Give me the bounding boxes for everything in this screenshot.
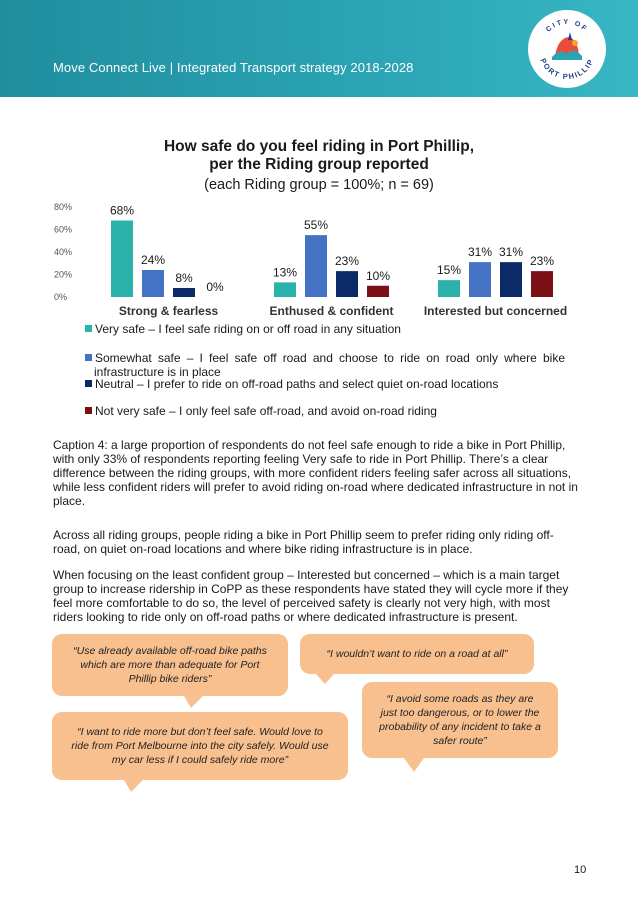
paragraph-least-confident (53, 568, 588, 624)
legend-swatch-neutral (85, 380, 92, 387)
data-label: 68% (109, 203, 135, 218)
paragraph-riding-groups (53, 528, 588, 556)
data-label: 0% (206, 280, 224, 294)
page-header (0, 0, 638, 97)
quote-line: just too dangerous, or to lower the (380, 707, 540, 719)
chart-subtitle: (each Riding group = 100%; n = 69) (204, 177, 434, 193)
bar (111, 221, 133, 298)
quote-bubble-tail (184, 696, 203, 708)
data-label: 23% (334, 254, 360, 269)
caption-paragraph (53, 438, 588, 508)
category-label: Enthused & confident (269, 304, 394, 318)
quote-line: “I avoid some roads as they are (386, 693, 534, 705)
caption-line: place. (53, 494, 86, 508)
quote-line: which are more than adequate for Port (80, 659, 260, 671)
data-label: 15% (436, 263, 462, 278)
paragraph-line: Across all riding groups, people riding a bike in Port Phillip seem to prefer riding only riding off- (53, 528, 554, 542)
paragraph-line: riders looking to ride only on off-road paths or where dedicated infrastructure is present. (53, 610, 518, 624)
data-label: 31% (498, 245, 524, 260)
y-tick-label: 80% (54, 202, 73, 212)
legend-label-neutral: Neutral – I prefer to ride on off-road paths and select quiet on-road locations (95, 377, 499, 391)
y-tick-label: 40% (54, 247, 73, 257)
bar-chart (0, 195, 638, 320)
legend-item-somewhat-safe (85, 351, 565, 365)
quote-bubble-off-road-paths (52, 634, 288, 696)
svg-text:CITY OF (545, 19, 589, 34)
legend-swatch-very-safe (85, 325, 92, 332)
quote-bubble-tail (404, 758, 424, 772)
city-of-port-phillip-logo-icon (528, 10, 606, 88)
quote-line: “I want to ride more but don’t feel safe. Would love to (77, 726, 323, 738)
quote-line: probability of any incident to take a (379, 721, 541, 733)
paragraph-line: When focusing on the least confident group – Interested but concerned – which is a main target (53, 568, 560, 582)
bar (500, 262, 522, 297)
caption-line: while less confident riders will prefer to avoid riding on-road where dedicated infrastructure in not in (53, 480, 578, 494)
quote-line: Phillip bike riders” (128, 673, 212, 685)
legend-label-somewhat-safe-line2: infrastructure is in place (94, 365, 221, 379)
paragraph-line: feel more comfortable to do so, the level of perceived safety is clearly not very high, with most (53, 596, 550, 610)
bar (469, 262, 491, 297)
legend-label-somewhat-safe-line1: Somewhat safe – I feel safe off road and choose to ride on road only where bike (95, 351, 565, 365)
bar (142, 270, 164, 297)
chart-title-line1: How safe do you feel riding in Port Phillip, (163, 138, 475, 155)
legend-label-very-safe: Very safe – I feel safe riding on or off road in any situation (95, 322, 401, 336)
quote-bubble-avoid-roads (362, 682, 558, 758)
legend-swatch-not-very-safe (85, 407, 92, 414)
legend-label-not-very-safe: Not very safe – I only feel safe off-road, and avoid on-road riding (95, 404, 437, 418)
bar (305, 235, 327, 297)
logo-top-text: CITY OF (545, 18, 589, 34)
caption-line: with only 33% of respondents reporting feeling Very safe to ride in Port Phillip. There’s a clear (53, 452, 549, 466)
y-tick-label: 20% (54, 269, 73, 280)
legend-item-neutral (85, 377, 565, 391)
data-label: 24% (140, 253, 166, 267)
y-tick-label: 60% (54, 224, 73, 235)
city-logo (528, 10, 606, 88)
quote-bubble-tail (316, 674, 334, 684)
logo-bottom-text: PORT PHILLIP (538, 56, 596, 82)
bar (367, 286, 389, 297)
data-label: 13% (272, 265, 298, 280)
legend-item-very-safe (85, 322, 565, 336)
bar (531, 271, 553, 297)
bar (336, 271, 358, 297)
data-label: 31% (467, 245, 493, 260)
data-label: 23% (529, 254, 555, 269)
data-label: 10% (365, 268, 391, 283)
data-label: 8% (175, 271, 193, 285)
quote-bubble-road-at-all (300, 634, 534, 674)
quote-line: ride from Port Melbourne into the city safely. Would use (71, 740, 329, 752)
quote-bubble-ride-more (52, 712, 348, 780)
bar (274, 282, 296, 297)
quote-line: my car less if I could safely ride more” (111, 754, 289, 766)
paragraph-line: group to increase ridership in CoPP as these respondents have stated they will cycle more if they (53, 582, 569, 596)
chart-title (60, 138, 578, 174)
caption-line: Caption 4: a large proportion of respondents do not feel safe enough to ride a bike in Port Phillip, (53, 438, 566, 452)
legend-swatch-somewhat-safe (85, 354, 92, 361)
y-tick-label: 0% (54, 292, 68, 302)
quote-line: “I wouldn’t want to ride on a road at all” (326, 648, 508, 660)
chart-title-line2: per the Riding group reported (209, 156, 429, 173)
svg-text:PORT PHILLIP (538, 57, 595, 81)
caption-line: difference between the riding groups, with more confident riders feeling safer across all situations, (53, 466, 572, 480)
category-label: Strong & fearless (118, 304, 219, 318)
page-number: 10 (574, 864, 587, 876)
bar (438, 280, 460, 297)
paragraph-line: road, on quiet on-road locations and where bike riding infrastructure is in place. (53, 542, 473, 556)
quote-line: safer route” (433, 735, 487, 747)
data-label: 55% (303, 218, 329, 233)
category-label: Interested but concerned (423, 304, 568, 318)
header-title: Move Connect Live | Integrated Transport strategy 2018-2028 (53, 60, 414, 75)
quote-line: “Use already available off-road bike paths (73, 645, 267, 657)
quote-bubble-tail (124, 780, 143, 792)
bar (173, 288, 195, 297)
legend-item-not-very-safe (85, 404, 565, 418)
